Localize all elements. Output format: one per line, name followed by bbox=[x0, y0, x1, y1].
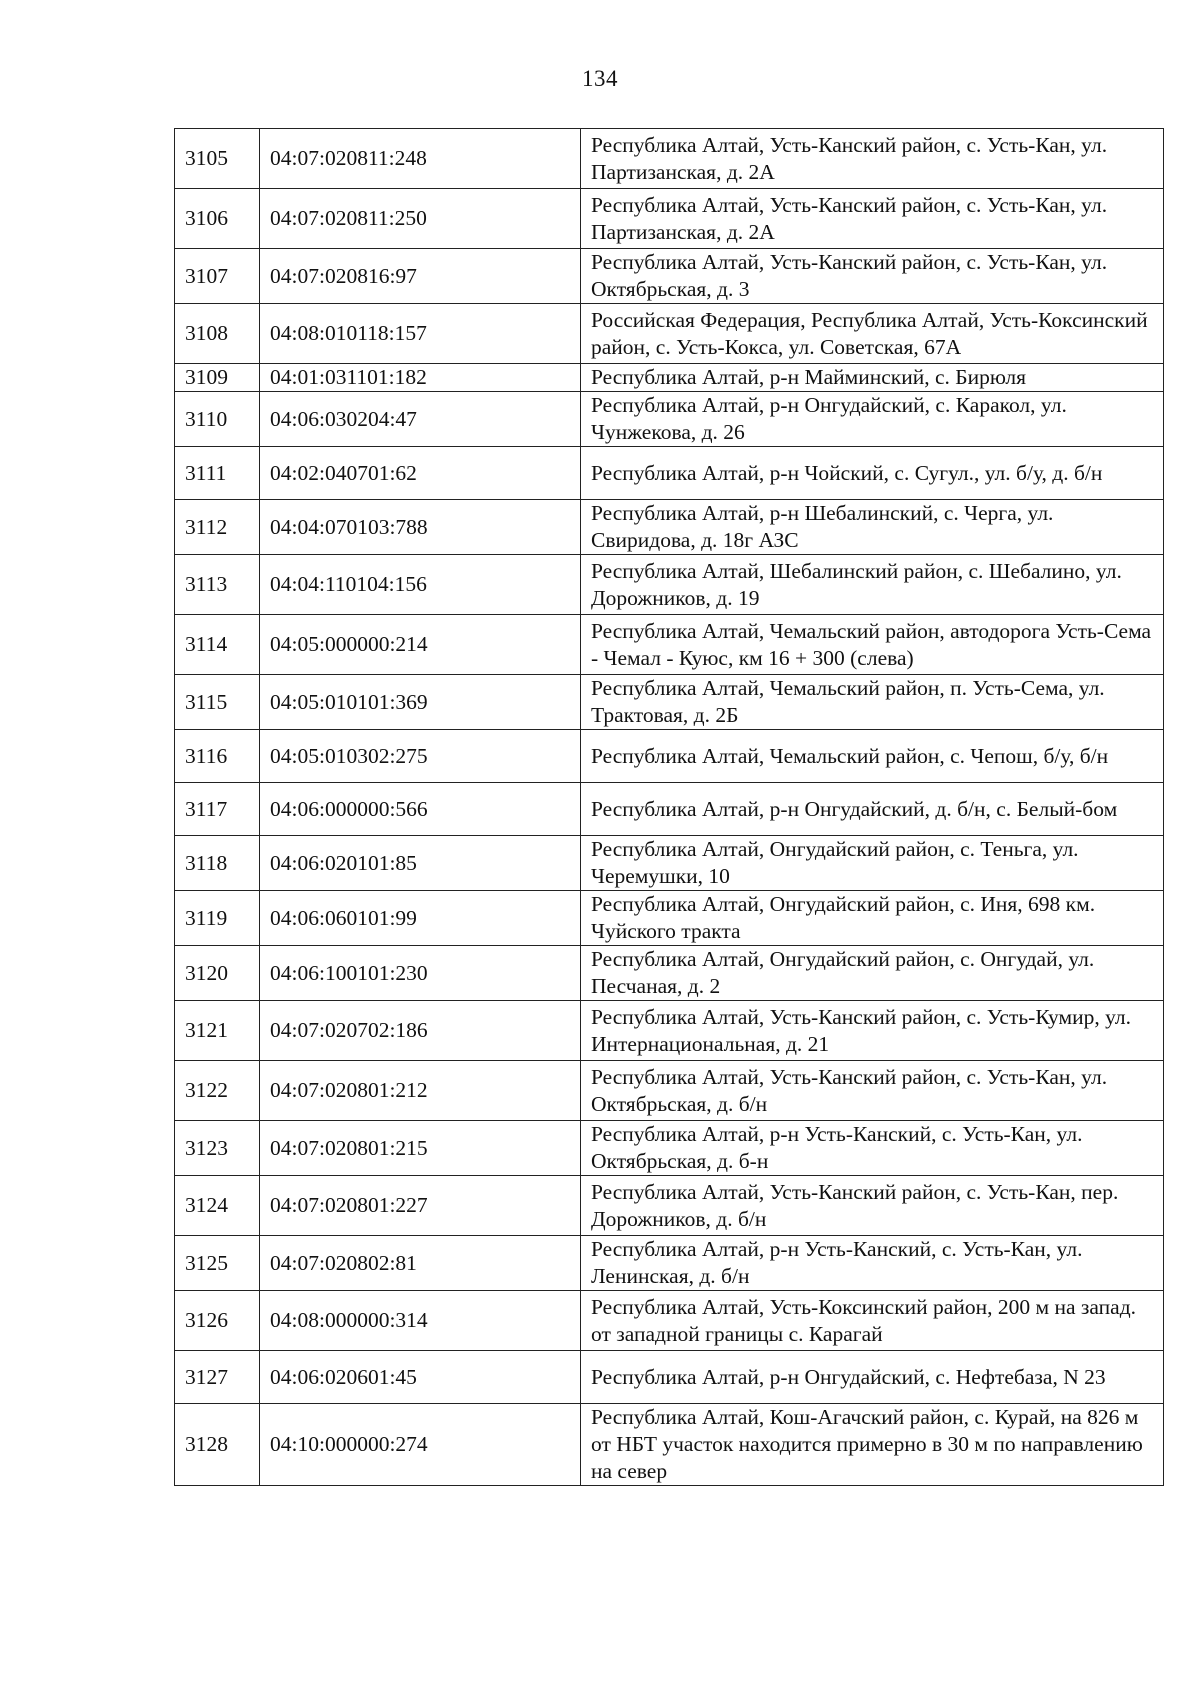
row-number-cell: 3119 bbox=[175, 891, 260, 946]
row-number-cell: 3125 bbox=[175, 1236, 260, 1291]
table-row bbox=[175, 891, 1164, 946]
cadastral-number-cell: 04:01:031101:182 bbox=[260, 364, 581, 392]
registry-table-body bbox=[175, 129, 1164, 1486]
cadastral-number-cell: 04:02:040701:62 bbox=[260, 447, 581, 500]
row-number-cell: 3123 bbox=[175, 1121, 260, 1176]
row-number-cell: 3113 bbox=[175, 555, 260, 615]
table-row bbox=[175, 1121, 1164, 1176]
cadastral-number-cell: 04:05:010302:275 bbox=[260, 730, 581, 783]
table-row bbox=[175, 675, 1164, 730]
address-cell: Республика Алтай, р-н Онгудайский, с. Нефтебаза, N 23 bbox=[581, 1351, 1164, 1404]
page-number: 134 bbox=[582, 66, 618, 91]
row-number-cell: 3117 bbox=[175, 783, 260, 836]
row-number-cell: 3109 bbox=[175, 364, 260, 392]
table-row bbox=[175, 1291, 1164, 1351]
table-row bbox=[175, 1404, 1164, 1486]
table-row bbox=[175, 615, 1164, 675]
cadastral-number-cell: 04:06:060101:99 bbox=[260, 891, 581, 946]
address-cell: Республика Алтай, Шебалинский район, с. Шебалино, ул. Дорожников, д. 19 bbox=[581, 555, 1164, 615]
address-cell: Республика Алтай, р-н Усть-Канский, с. Усть-Кан, ул. Октябрьская, д. б-н bbox=[581, 1121, 1164, 1176]
table-row bbox=[175, 189, 1164, 249]
row-number-cell: 3121 bbox=[175, 1001, 260, 1061]
cadastral-number-cell: 04:06:020601:45 bbox=[260, 1351, 581, 1404]
address-cell: Республика Алтай, Онгудайский район, с. Теньга, ул. Черемушки, 10 bbox=[581, 836, 1164, 891]
table-row bbox=[175, 304, 1164, 364]
address-cell: Республика Алтай, Усть-Канский район, с. Усть-Кан, ул. Партизанская, д. 2А bbox=[581, 189, 1164, 249]
address-cell: Республика Алтай, Чемальский район, с. Чепош, б/у, б/н bbox=[581, 730, 1164, 783]
address-cell: Республика Алтай, Усть-Канский район, с. Усть-Кумир, ул. Интернациональная, д. 21 bbox=[581, 1001, 1164, 1061]
table-row bbox=[175, 730, 1164, 783]
table-row bbox=[175, 836, 1164, 891]
row-number-cell: 3107 bbox=[175, 249, 260, 304]
cadastral-number-cell: 04:04:110104:156 bbox=[260, 555, 581, 615]
address-cell: Республика Алтай, Онгудайский район, с. Онгудай, ул. Песчаная, д. 2 bbox=[581, 946, 1164, 1001]
address-cell: Республика Алтай, р-н Усть-Канский, с. Усть-Кан, ул. Ленинская, д. б/н bbox=[581, 1236, 1164, 1291]
cadastral-number-cell: 04:06:030204:47 bbox=[260, 392, 581, 447]
table-row bbox=[175, 555, 1164, 615]
table-row bbox=[175, 946, 1164, 1001]
cadastral-number-cell: 04:07:020816:97 bbox=[260, 249, 581, 304]
address-cell: Республика Алтай, Чемальский район, п. Усть-Сема, ул. Трактовая, д. 2Б bbox=[581, 675, 1164, 730]
table-row bbox=[175, 129, 1164, 189]
cadastral-number-cell: 04:04:070103:788 bbox=[260, 500, 581, 555]
row-number-cell: 3115 bbox=[175, 675, 260, 730]
address-cell: Республика Алтай, р-н Онгудайский, д. б/н, с. Белый-бом bbox=[581, 783, 1164, 836]
registry-table bbox=[174, 128, 1164, 1486]
address-cell: Республика Алтай, Усть-Канский район, с. Усть-Кан, пер. Дорожников, д. б/н bbox=[581, 1176, 1164, 1236]
table-row bbox=[175, 364, 1164, 392]
table-row bbox=[175, 1176, 1164, 1236]
address-cell: Республика Алтай, Усть-Канский район, с. Усть-Кан, ул. Октябрьская, д. б/н bbox=[581, 1061, 1164, 1121]
row-number-cell: 3122 bbox=[175, 1061, 260, 1121]
row-number-cell: 3108 bbox=[175, 304, 260, 364]
row-number-cell: 3106 bbox=[175, 189, 260, 249]
row-number-cell: 3127 bbox=[175, 1351, 260, 1404]
table-row bbox=[175, 783, 1164, 836]
row-number-cell: 3110 bbox=[175, 392, 260, 447]
address-cell: Российская Федерация, Республика Алтай, Усть-Коксинский район, с. Усть-Кокса, ул. Советская, 67А bbox=[581, 304, 1164, 364]
address-cell: Республика Алтай, р-н Майминский, с. Бирюля bbox=[581, 364, 1164, 392]
row-number-cell: 3112 bbox=[175, 500, 260, 555]
row-number-cell: 3105 bbox=[175, 129, 260, 189]
cadastral-number-cell: 04:06:020101:85 bbox=[260, 836, 581, 891]
table-row bbox=[175, 500, 1164, 555]
address-cell: Республика Алтай, р-н Онгудайский, с. Каракол, ул. Чунжекова, д. 26 bbox=[581, 392, 1164, 447]
table-row bbox=[175, 249, 1164, 304]
table-row bbox=[175, 1001, 1164, 1061]
cadastral-number-cell: 04:06:000000:566 bbox=[260, 783, 581, 836]
row-number-cell: 3120 bbox=[175, 946, 260, 1001]
row-number-cell: 3114 bbox=[175, 615, 260, 675]
address-cell: Республика Алтай, Усть-Канский район, с. Усть-Кан, ул. Партизанская, д. 2А bbox=[581, 129, 1164, 189]
cadastral-number-cell: 04:07:020801:212 bbox=[260, 1061, 581, 1121]
cadastral-number-cell: 04:07:020702:186 bbox=[260, 1001, 581, 1061]
address-cell: Республика Алтай, р-н Шебалинский, с. Черга, ул. Свиридова, д. 18г АЗС bbox=[581, 500, 1164, 555]
table-row bbox=[175, 1236, 1164, 1291]
row-number-cell: 3128 bbox=[175, 1404, 260, 1486]
cadastral-number-cell: 04:08:010118:157 bbox=[260, 304, 581, 364]
address-cell: Республика Алтай, Кош-Агачский район, с. Курай, на 826 м от НБТ участок находится примерно в 30 м по направлению на север bbox=[581, 1404, 1164, 1486]
row-number-cell: 3118 bbox=[175, 836, 260, 891]
address-cell: Республика Алтай, Усть-Коксинский район, 200 м на запад. от западной границы с. Карагай bbox=[581, 1291, 1164, 1351]
row-number-cell: 3111 bbox=[175, 447, 260, 500]
cadastral-number-cell: 04:07:020801:227 bbox=[260, 1176, 581, 1236]
cadastral-number-cell: 04:08:000000:314 bbox=[260, 1291, 581, 1351]
address-cell: Республика Алтай, р-н Чойский, с. Сугул., ул. б/у, д. б/н bbox=[581, 447, 1164, 500]
cadastral-number-cell: 04:07:020801:215 bbox=[260, 1121, 581, 1176]
cadastral-number-cell: 04:05:000000:214 bbox=[260, 615, 581, 675]
cadastral-number-cell: 04:07:020811:250 bbox=[260, 189, 581, 249]
cadastral-number-cell: 04:05:010101:369 bbox=[260, 675, 581, 730]
table-row bbox=[175, 392, 1164, 447]
address-cell: Республика Алтай, Усть-Канский район, с. Усть-Кан, ул. Октябрьская, д. 3 bbox=[581, 249, 1164, 304]
cadastral-number-cell: 04:06:100101:230 bbox=[260, 946, 581, 1001]
cadastral-number-cell: 04:07:020802:81 bbox=[260, 1236, 581, 1291]
address-cell: Республика Алтай, Онгудайский район, с. Иня, 698 км. Чуйского тракта bbox=[581, 891, 1164, 946]
cadastral-number-cell: 04:10:000000:274 bbox=[260, 1404, 581, 1486]
address-cell: Республика Алтай, Чемальский район, автодорога Усть-Сема - Чемал - Куюс, км 16 + 300 (слева) bbox=[581, 615, 1164, 675]
row-number-cell: 3126 bbox=[175, 1291, 260, 1351]
row-number-cell: 3124 bbox=[175, 1176, 260, 1236]
table-row bbox=[175, 1351, 1164, 1404]
table-row bbox=[175, 447, 1164, 500]
cadastral-number-cell: 04:07:020811:248 bbox=[260, 129, 581, 189]
row-number-cell: 3116 bbox=[175, 730, 260, 783]
table-row bbox=[175, 1061, 1164, 1121]
